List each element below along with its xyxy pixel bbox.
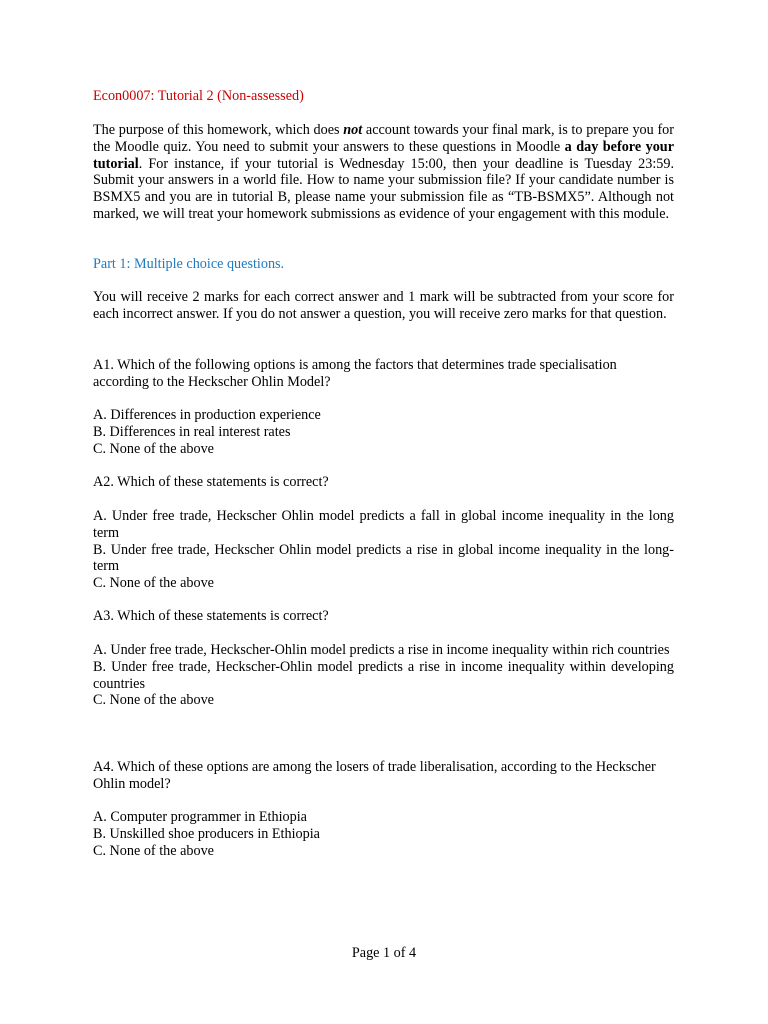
part1-heading: Part 1: Multiple choice questions.: [93, 256, 285, 272]
intro-deadline-emphasis: a day before your tutorial: [93, 138, 674, 172]
question-a4-options: [93, 809, 674, 859]
option-a1-a: A. Differences in production experience: [93, 407, 321, 423]
intro-text-3: . For instance, if your tutorial is Wednesday 15:00, then your deadline is Tuesday 23:59. Submit your answers in a world file. How to name your submission file? If your candidate number is BSMX5 and you are in tutorial B, please name your submission file as “TB-BSMX5”. Although not marked, we will treat your homework submissions as evidence of your engagement with this module.: [93, 155, 674, 222]
option-a3-c: C. None of the above: [93, 692, 214, 709]
intro-emphasis-not: not: [343, 122, 363, 138]
option-a2-b: B. Under free trade, Heckscher Ohlin model predicts a rise in global income inequality in the long-term: [93, 541, 674, 575]
option-a3-b: B. Under free trade, Heckscher-Ohlin model predicts a rise in income inequality within developing countries: [93, 658, 674, 692]
question-a3: A3. Which of these statements is correct?: [93, 608, 329, 624]
marking-note: You will receive 2 marks for each correct answer and 1 mark will be subtracted from your score for each incorrect answer. If you do not answer a question, you will receive zero marks for that question.: [93, 289, 674, 322]
option-a4-b: B. Unskilled shoe producers in Ethiopia: [93, 825, 320, 842]
intro-text-2: account towards your final mark, is to prepare you for the Moodle quiz. You need to submit your answers to these questions in Moodle: [93, 122, 674, 155]
option-a2-a: A. Under free trade, Heckscher Ohlin model predicts a fall in global income inequality in the long term: [93, 508, 674, 541]
option-a2-c: C. None of the above: [93, 575, 214, 592]
question-a2: A2. Which of these statements is correct?: [93, 474, 329, 490]
question-a1: A1. Which of the following options is among the factors that determines trade specialisation according to the Heckscher Ohlin Model?: [93, 357, 617, 390]
option-a4-c: C. None of the above: [93, 842, 214, 859]
option-a3-a: A. Under free trade, Heckscher-Ohlin model predicts a rise in income inequality within rich countries: [93, 642, 670, 658]
option-a4-a: A. Computer programmer in Ethiopia: [93, 809, 307, 825]
question-a3-options: [93, 642, 674, 709]
option-a1-b: B. Differences in real interest rates: [93, 423, 291, 440]
page-footer: Page 1 of 4: [351, 945, 417, 961]
question-a2-options: [93, 508, 674, 592]
question-a1-options: [93, 407, 674, 457]
option-a1-c: C. None of the above: [93, 440, 214, 457]
question-a4: A4. Which of these options are among the losers of trade liberalisation, according to the Heckscher Ohlin model?: [93, 759, 656, 792]
document-title: Econ0007: Tutorial 2 (Non-assessed): [93, 88, 304, 104]
intro-paragraph: [93, 122, 674, 223]
intro-text-1: The purpose of this homework, which does: [93, 122, 344, 138]
